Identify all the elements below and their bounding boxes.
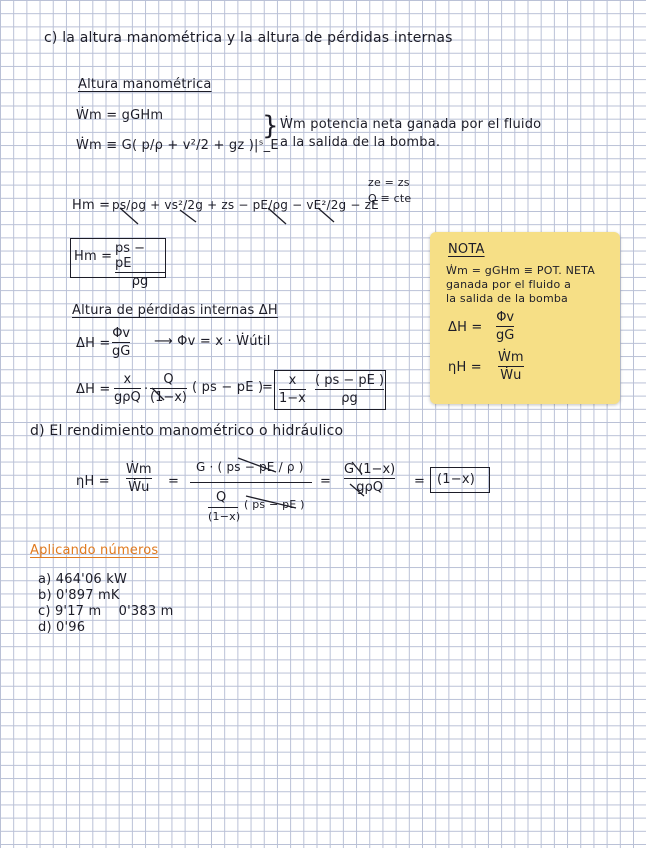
eta-big-denominator-dp: ( ps − pE ) [244,498,305,511]
fraction-bar [150,388,187,389]
note-dh-lhs: ΔH = [448,320,483,335]
boxed-eta-value: (1−x) [437,472,476,487]
boxed-dh-fraction-2 [315,373,384,406]
equation-wm: Ẇm = gGHm [76,108,164,123]
result-item: d) 0'96 [38,620,86,635]
eta-f3-numerator: G (1−x) [344,462,396,477]
dh2-f2-numerator: Q [163,372,174,387]
fraction-bar [112,342,130,343]
condition-z: ze = zs [368,176,410,189]
section-title-altura-manometrica: Altura manométrica [78,77,212,92]
boxed-dh-f1-denominator: 1−x [279,391,306,406]
boxed-dh-f1-numerator: x [288,373,297,388]
brace-note-line-1: Ẇm potencia neta ganada por el fluido [280,117,542,132]
boxed-dh-result [274,370,386,410]
dh2-lhs: ΔH = [76,382,111,397]
boxed-hm-denominator: ρg [131,274,149,289]
eta-f1-denominator: Ẇu [128,480,150,495]
eta-main-fraction-bar [190,482,312,483]
dh-fraction [112,326,130,359]
section-title-aplicando-numeros: Aplicando números [30,543,159,558]
note-eta-fraction [498,350,524,383]
brace-note-line-2: a la salida de la bomba. [280,135,441,150]
note-line-1: Ẇm = gGHm ≡ POT. NETA [446,264,595,277]
fraction-bar [498,366,524,367]
fraction-bar [496,326,514,327]
boxed-hm-result [70,238,166,289]
dh2-fraction-1 [114,372,141,405]
boxed-eta-result [430,467,490,493]
eta-fraction-3 [344,462,395,495]
dh-numerator: Φv [112,326,131,341]
result-item: c) 9'17 m 0'383 m [38,604,174,619]
brace-symbol: } [262,111,279,141]
condition-q: Q ≡ cte [368,192,412,205]
dh-denominator: gG [112,344,131,359]
equals-sign: = [168,474,180,489]
result-item: a) 464'06 kW [38,572,128,587]
note-eta-lhs: ηH = [448,360,482,375]
eta-f3-denominator: gρQ [356,480,383,495]
fraction-bar [279,389,306,390]
heading-c: c) la altura manométrica y la altura de pérdidas internas [44,30,453,46]
boxed-dh-f2-numerator: ( ps − pE ) [315,373,385,388]
boxed-hm-lhs: Hm = [74,249,113,264]
equals-sign: = [262,380,274,395]
note-eta-numerator: Ẇm [498,350,524,365]
eta-fraction-1 [126,462,152,495]
equals-sign: = [320,474,332,489]
boxed-dh-f2-denominator: ρg [341,391,358,406]
note-title: NOTA [448,242,485,257]
equals-sign: = [414,474,426,489]
eta-inner-fraction-bar [208,507,238,508]
equation-wm-definition: Ẇm ≡ G( p/ρ + v²/2 + gz )|ˢ_E [76,138,279,153]
eta-f1-numerator: Ẇm [126,462,152,477]
boxed-hm-numerator: ps − pE [115,241,146,271]
eta-big-numerator: G · ( ps − pE / ρ ) [196,460,304,474]
sticky-note [430,232,620,404]
eta-big-denominator-1mx: (1−x) [208,510,241,523]
dh2-f1-denominator: gρQ [114,390,141,405]
dh2-fraction-2 [150,372,187,405]
dh2-f2-denominator: (1−x) [150,390,188,405]
heading-d: d) El rendimiento manométrico o hidráulico [30,423,344,439]
dh2-paren: ( ps − pE ) [192,380,264,395]
section-title-perdidas: Altura de pérdidas internas ΔH [72,303,278,318]
note-dh-fraction [496,310,514,343]
fraction-bar [126,478,152,479]
dh2-f1-numerator: x [123,372,132,387]
note-dh-denominator: gG [496,328,515,343]
note-line-3: la salida de la bomba [446,292,568,305]
eta-lhs: ηH = [76,474,110,489]
fraction-bar [344,478,395,479]
result-item: b) 0'897 mK [38,588,120,603]
boxed-hm-fraction [115,241,165,289]
note-line-2: ganada por el fluido a [446,278,572,291]
fraction-bar [114,388,141,389]
note-dh-numerator: Φv [496,310,515,325]
hm-expression: ps/ρg + vs²/2g + zs − pE/ρg − vE²/2g − zE [112,198,379,212]
fraction-bar [115,272,165,273]
hm-lhs: Hm = [72,198,111,213]
dot-operator: · [144,382,149,397]
note-eta-denominator: Ẇu [500,368,522,383]
dh-lhs: ΔH = [76,336,111,351]
phi-relation: ⟶ Φv = x · Ẇútil [154,334,271,349]
eta-big-denominator-q: Q [216,490,227,505]
fraction-bar [315,389,384,390]
boxed-dh-fraction-1 [279,373,306,406]
